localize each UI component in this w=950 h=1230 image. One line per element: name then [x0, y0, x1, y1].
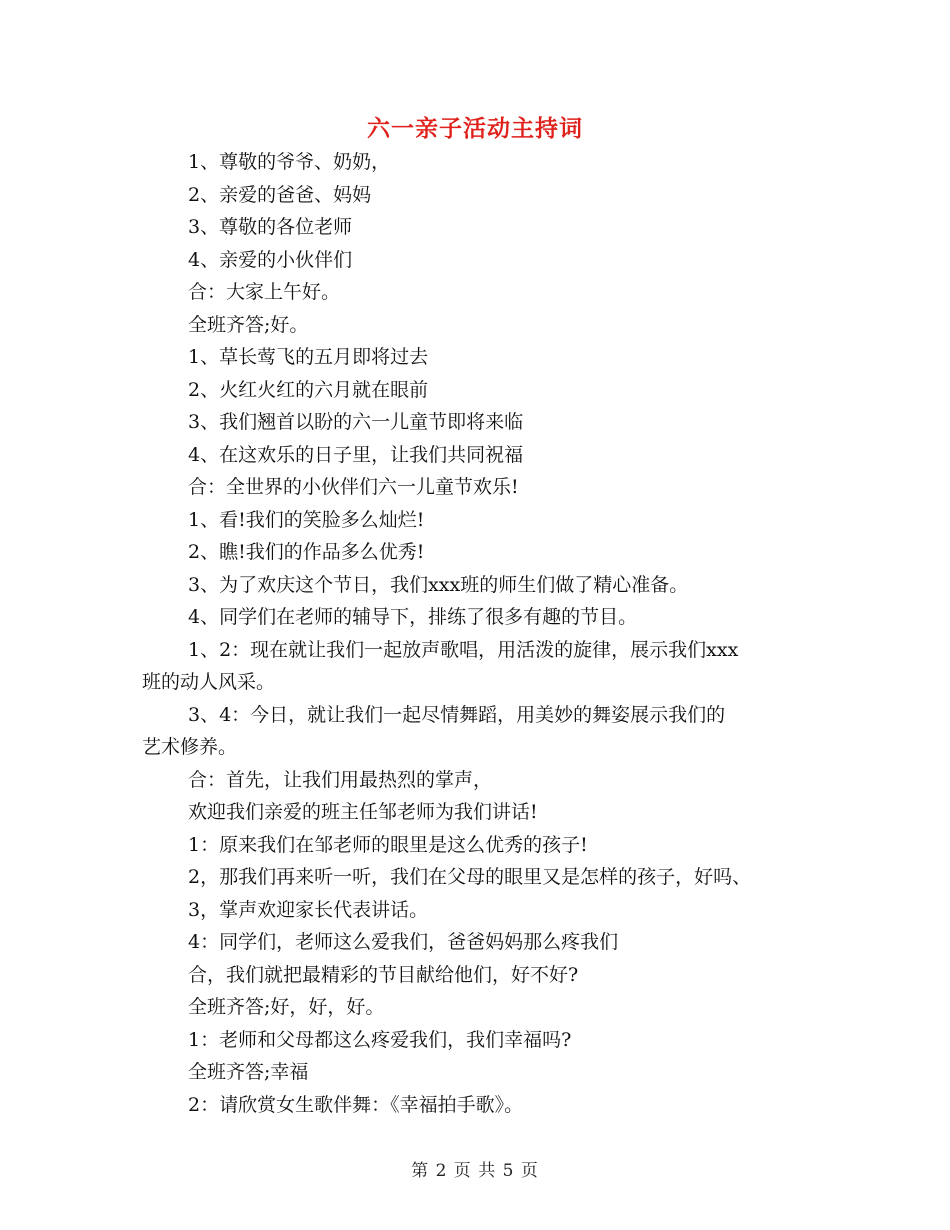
text-line: 全班齐答;好，好，好。: [188, 996, 385, 1018]
text-line: 1、看!我们的笑脸多么灿烂!: [188, 508, 425, 531]
text-line: 4、在这欢乐的日子里，让我们共同祝福: [188, 443, 524, 466]
text-line: 全班齐答;幸福: [188, 1061, 309, 1083]
text-line: 1、尊敬的爷爷、奶奶，: [188, 151, 391, 173]
page-footer: 第 2 页 共 5 页: [411, 1161, 539, 1181]
text-line: 1：原来我们在邹老师的眼里是这么优秀的孩子!: [188, 833, 588, 856]
text-line: 合：首先，让我们用最热烈的掌声，: [188, 768, 493, 791]
text-line: 1：老师和父母都这么疼爱我们，我们幸福吗?: [188, 1028, 572, 1051]
text-line: 3，掌声欢迎家长代表讲话。: [188, 898, 429, 921]
text-line: 合，我们就把最精彩的节目献给他们，好不好?: [188, 963, 579, 986]
text-line: 2、亲爱的爸爸、妈妈: [188, 183, 372, 206]
text-line: 4：同学们，老师这么爱我们，爸爸妈妈那么疼我们: [188, 931, 619, 953]
text-line: 2、火红火红的六月就在眼前: [188, 378, 429, 401]
text-line: 4、同学们在老师的辅导下，排练了很多有趣的节目。: [188, 606, 638, 628]
text-line: 1、2：现在就让我们一起放声歌唱，用活泼的旋律，展示我们xxx: [188, 638, 739, 661]
text-line: 3、4：今日，就让我们一起尽情舞蹈，用美妙的舞姿展示我们的: [188, 703, 726, 726]
text-line: 欢迎我们亲爱的班主任邹老师为我们讲话!: [188, 801, 538, 823]
text-line: 班的动人风采。: [142, 671, 276, 693]
text-line: 合：全世界的小伙伴们六一儿童节欢乐!: [188, 476, 519, 498]
text-line: 全班齐答;好。: [188, 313, 309, 336]
text-line: 2：请欣赏女生歌伴舞：《幸福拍手歌》。: [188, 1093, 524, 1116]
text-line: 艺术修养。: [142, 736, 238, 758]
text-line: 1、草长莺飞的五月即将过去: [188, 346, 429, 368]
text-line: 4、亲爱的小伙伴们: [188, 248, 353, 271]
text-line: 合：大家上午好。: [188, 281, 341, 303]
text-line: 3、我们翘首以盼的六一儿童节即将来临: [188, 411, 524, 433]
document-body: [142, 146, 822, 1121]
text-line: 2，那我们再来听一听，我们在父母的眼里又是怎样的孩子，好吗、: [188, 866, 752, 888]
document-title: 六一亲子活动主持词: [367, 115, 583, 142]
text-line: 3、为了欢庆这个节日，我们xxx班的师生们做了精心准备。: [188, 573, 689, 596]
text-line: 3、尊敬的各位老师: [188, 216, 353, 238]
text-line: 2、瞧!我们的作品多么优秀!: [188, 541, 425, 563]
